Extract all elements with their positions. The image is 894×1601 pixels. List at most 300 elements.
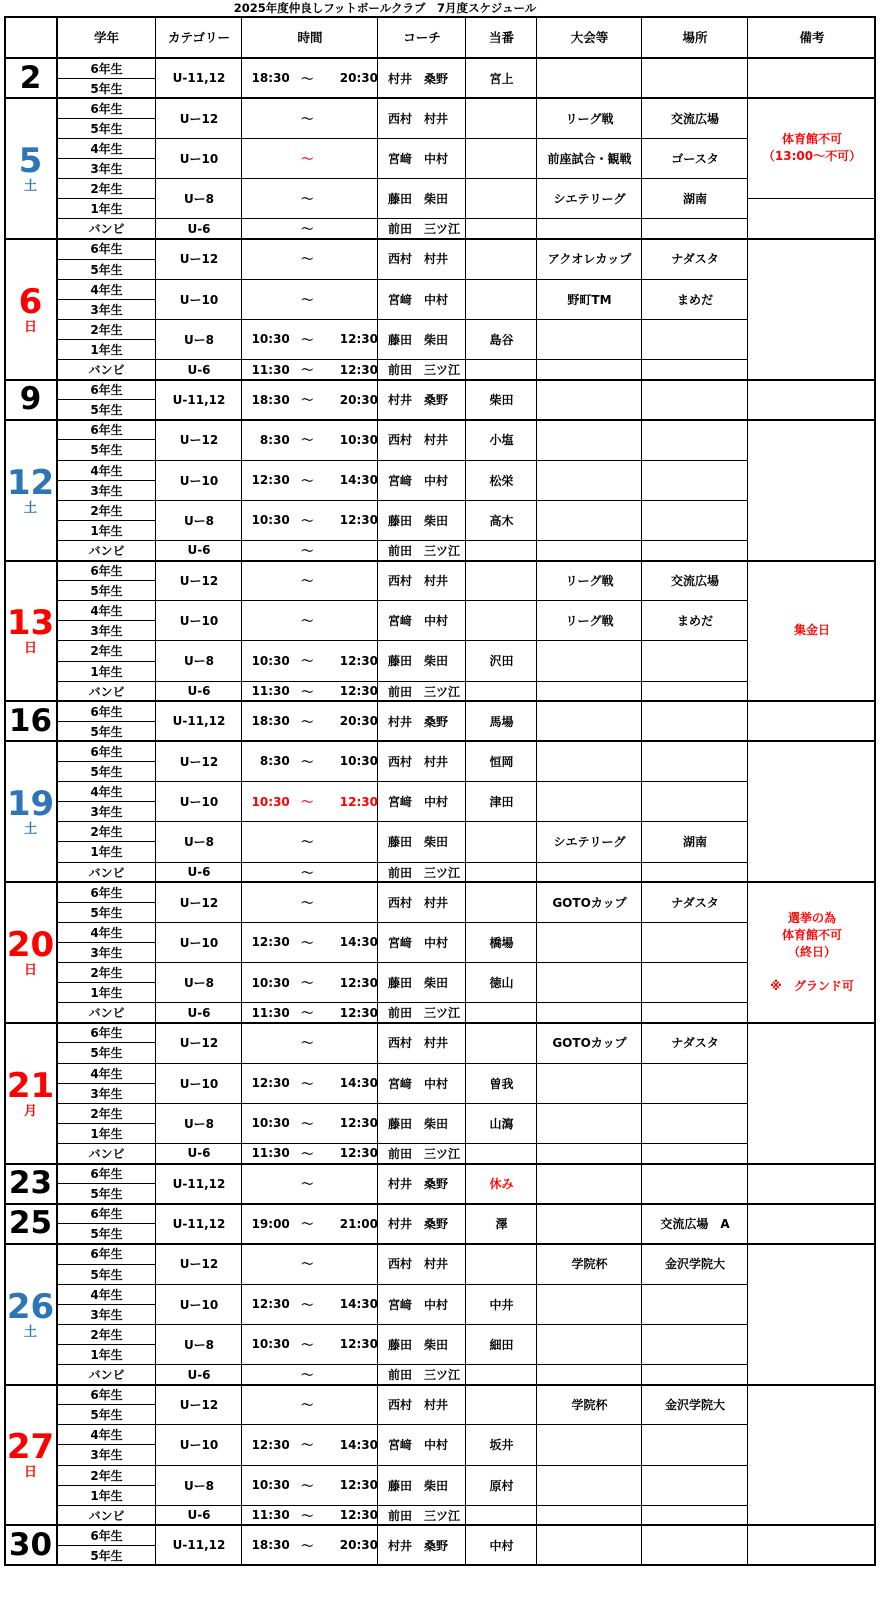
- time-separator: ～: [301, 1438, 314, 1453]
- coach-cell: 前田 三ツ江: [388, 1146, 461, 1161]
- grade-label: 4年生: [90, 925, 123, 940]
- grid-line: [156, 279, 748, 280]
- time-end: 14:30: [339, 473, 378, 488]
- category-cell: Uー8: [183, 332, 215, 347]
- grid-line: [156, 600, 748, 601]
- coach-cell: 村井 桑野: [388, 1538, 449, 1553]
- grade-label: 3年生: [90, 302, 123, 317]
- grid-line: [57, 158, 156, 159]
- time-start: 8:30: [259, 754, 290, 769]
- time-separator: ～: [301, 1478, 314, 1493]
- grid-line: [57, 761, 156, 762]
- time-separator: ～: [301, 363, 314, 378]
- coach-cell: 藤田 柴田: [388, 513, 449, 528]
- grade-label: 6年生: [90, 1388, 123, 1403]
- grid-line: [57, 1344, 156, 1345]
- event-cell: [537, 1365, 642, 1385]
- time-start: 11:30: [251, 1508, 290, 1523]
- event-cell: [537, 1425, 642, 1465]
- category-cell: Uー12: [179, 574, 219, 589]
- grade-label: 2年生: [90, 322, 123, 337]
- grade-label: バンビ: [88, 363, 125, 378]
- time-start: 12:30: [251, 1437, 290, 1452]
- grade-label: 4年生: [90, 604, 123, 619]
- time-cell: [242, 1505, 378, 1525]
- grid-line: [57, 801, 156, 802]
- grade-label: 5年生: [90, 403, 123, 418]
- event-cell: リーグ戦: [565, 614, 614, 629]
- duty-cell: 小塩: [489, 433, 514, 448]
- duty-cell: 島谷: [489, 332, 514, 347]
- category-cell: U-6: [187, 865, 211, 880]
- grade-label: 4年生: [90, 141, 123, 156]
- time-end: 12:30: [339, 332, 378, 347]
- page-title: 2025年度仲良しフットボールクラブ 7月度スケジュール: [233, 1, 537, 15]
- grid-line: [57, 1545, 156, 1546]
- grid-line: [156, 681, 748, 682]
- duty-cell: 休み: [489, 1177, 514, 1192]
- day-of-week: 土: [23, 179, 37, 195]
- event-cell: [537, 963, 642, 1003]
- grade-label: 2年生: [90, 644, 123, 659]
- grade-label: 6年生: [90, 704, 123, 719]
- time-separator: ～: [301, 835, 314, 850]
- grid-line: [4, 238, 876, 240]
- category-cell: U-6: [187, 1367, 211, 1382]
- grade-label: 5年生: [90, 262, 123, 277]
- grid-line: [57, 1264, 156, 1265]
- day-of-week: 日: [23, 641, 37, 657]
- time-cell: [242, 138, 378, 178]
- place-cell: [642, 1525, 748, 1565]
- grid-line: [4, 1384, 876, 1386]
- grid-line: [57, 178, 156, 179]
- place-cell: [642, 862, 748, 882]
- grid-line: [57, 78, 156, 79]
- time-cell: [242, 1385, 378, 1425]
- grid-line: [57, 138, 156, 139]
- category-cell: Uー8: [183, 976, 215, 991]
- grade-label: バンビ: [88, 865, 125, 880]
- duty-cell: [466, 1365, 537, 1385]
- event-cell: [537, 741, 642, 781]
- time-end: 14:30: [339, 1297, 378, 1312]
- category-cell: U-6: [187, 543, 211, 558]
- grid-line: [57, 1042, 156, 1043]
- grid-line: [57, 1304, 156, 1305]
- place-cell: [642, 540, 748, 560]
- time-start: 19:00: [251, 1216, 290, 1231]
- coach-cell: 村井 桑野: [388, 714, 449, 729]
- place-cell: [642, 681, 748, 701]
- category-cell: Uー12: [179, 1398, 219, 1413]
- day-number: 26: [6, 1286, 55, 1327]
- grade-label: 6年生: [90, 383, 123, 398]
- note-cell: [748, 420, 876, 561]
- grid-line: [4, 419, 876, 421]
- time-separator: ～: [301, 1006, 314, 1021]
- time-cell: [242, 58, 378, 98]
- time-cell: [242, 1103, 378, 1143]
- grid-line: [57, 721, 156, 722]
- time-cell: [242, 601, 378, 641]
- coach-cell: 前田 三ツ江: [388, 222, 461, 237]
- place-cell: [642, 319, 748, 359]
- coach-cell: 宮﨑 中村: [388, 1297, 449, 1312]
- grade-label: 4年生: [90, 282, 123, 297]
- grid-line: [57, 1404, 156, 1405]
- place-cell: [642, 380, 748, 420]
- category-cell: Uー10: [179, 1076, 219, 1091]
- grade-label: 1年生: [90, 1126, 123, 1141]
- grade-label: 1年生: [90, 1347, 123, 1362]
- grade-label: 2年生: [90, 1468, 123, 1483]
- place-cell: [642, 782, 748, 822]
- category-cell: U-11,12: [172, 71, 226, 86]
- place-cell: 金沢学院大: [664, 1257, 725, 1272]
- grid-line: [57, 1103, 156, 1104]
- coach-cell: 西村 村井: [388, 111, 449, 126]
- grid-line: [57, 279, 156, 280]
- grade-label: バンビ: [88, 543, 125, 558]
- duty-cell: [466, 138, 537, 178]
- duty-cell: 柴田: [489, 393, 514, 408]
- day-number: 9: [19, 381, 42, 418]
- duty-cell: [466, 239, 537, 279]
- grade-label: バンビ: [88, 1508, 125, 1523]
- day-cell: [4, 58, 57, 98]
- grade-label: バンビ: [88, 1006, 125, 1021]
- day-cell: [4, 239, 57, 380]
- coach-cell: 藤田 柴田: [388, 1337, 449, 1352]
- time-end: 12:30: [339, 1508, 378, 1523]
- grade-label: 4年生: [90, 1428, 123, 1443]
- note-cell: [748, 1164, 876, 1204]
- time-separator: ～: [301, 1508, 314, 1523]
- header-note: 備考: [799, 30, 825, 45]
- time-start: 11:30: [251, 1005, 290, 1020]
- time-separator: ～: [301, 795, 314, 810]
- time-cell: [242, 500, 378, 540]
- coach-cell: 西村 村井: [388, 895, 449, 910]
- duty-cell: [466, 561, 537, 601]
- place-cell: 湖南: [682, 835, 707, 850]
- time-end: 12:30: [339, 1116, 378, 1131]
- event-cell: [537, 1063, 642, 1103]
- event-cell: [537, 782, 642, 822]
- duty-cell: [466, 862, 537, 882]
- day-number: 5: [18, 141, 43, 182]
- grade-label: 6年生: [90, 61, 123, 76]
- time-cell: [242, 380, 378, 420]
- time-cell: [242, 1023, 378, 1063]
- grid-line: [156, 460, 748, 461]
- time-separator: ～: [301, 1337, 314, 1352]
- grade-label: 5年生: [90, 1227, 123, 1242]
- note-cell: [748, 1244, 876, 1385]
- time-end: 10:30: [339, 754, 378, 769]
- day-of-week: 土: [23, 822, 37, 838]
- time-separator: ～: [301, 393, 314, 408]
- grid-line: [156, 138, 748, 139]
- coach-cell: 宮﨑 中村: [388, 1438, 449, 1453]
- grid-line: [57, 902, 156, 903]
- grid-line: [4, 881, 876, 883]
- place-cell: [642, 963, 748, 1003]
- grid-line: [57, 198, 156, 199]
- time-cell: [242, 782, 378, 822]
- grade-label: 2年生: [90, 966, 123, 981]
- event-cell: [537, 420, 642, 460]
- day-cell: [4, 420, 57, 561]
- event-cell: [537, 1324, 642, 1364]
- grid-line: [57, 1465, 156, 1466]
- place-cell: まめだ: [676, 292, 713, 307]
- event-cell: 学院杯: [571, 1257, 608, 1272]
- grade-label: 5年生: [90, 1187, 123, 1202]
- grid-line: [57, 1183, 156, 1184]
- grid-line: [4, 379, 876, 381]
- header-event: 大会等: [570, 30, 609, 45]
- grid-line: [156, 1284, 748, 1285]
- grid-line: [57, 580, 156, 581]
- grid-line: [57, 218, 156, 219]
- time-end: 12:30: [339, 1005, 378, 1020]
- time-cell: [242, 1143, 378, 1163]
- grid-line: [156, 319, 748, 320]
- grid-line: [748, 198, 876, 199]
- day-number: 25: [8, 1205, 53, 1242]
- time-cell: [242, 360, 378, 380]
- duty-cell: 馬場: [489, 714, 514, 729]
- grid-line: [57, 640, 156, 641]
- duty-cell: 沢田: [489, 654, 514, 669]
- grade-label: 5年生: [90, 724, 123, 739]
- category-cell: U-11,12: [172, 1176, 226, 1191]
- header-time: 時間: [297, 30, 323, 45]
- time-cell: [242, 279, 378, 319]
- day-number: 2: [19, 59, 42, 96]
- header-category: カテゴリー: [167, 30, 230, 45]
- category-cell: Uー10: [179, 1297, 219, 1312]
- grid-line: [57, 661, 156, 662]
- time-cell: [242, 1465, 378, 1505]
- event-cell: [537, 460, 642, 500]
- grade-label: 1年生: [90, 986, 123, 1001]
- grade-label: 3年生: [90, 483, 123, 498]
- grid-line: [57, 1424, 156, 1425]
- place-cell: [642, 1164, 748, 1204]
- coach-cell: 藤田 柴田: [388, 192, 449, 207]
- category-cell: Uー8: [183, 654, 215, 669]
- duty-cell: 恒岡: [489, 754, 514, 769]
- category-cell: Uー12: [179, 111, 219, 126]
- coach-cell: 村井 桑野: [388, 1217, 449, 1232]
- day-cell: [4, 701, 57, 741]
- category-cell: Uー10: [179, 1438, 219, 1453]
- duty-cell: [466, 219, 537, 239]
- time-separator: ～: [301, 574, 314, 589]
- grid-line: [57, 480, 156, 481]
- place-cell: [642, 922, 748, 962]
- time-end: 14:30: [339, 1437, 378, 1452]
- duty-cell: 坂井: [489, 1438, 514, 1453]
- grid-line: [156, 359, 748, 360]
- day-number: 27: [6, 1427, 55, 1468]
- event-cell: リーグ戦: [565, 574, 614, 589]
- day-cell: [4, 561, 57, 702]
- grid-line: [156, 922, 748, 923]
- grade-label: 6年生: [90, 242, 123, 257]
- grade-label: 5年生: [90, 121, 123, 136]
- time-cell: [242, 1324, 378, 1364]
- day-number: 19: [6, 784, 55, 825]
- time-start: 10:30: [251, 794, 290, 809]
- time-separator: ～: [301, 192, 314, 207]
- time-start: 10:30: [251, 332, 290, 347]
- place-cell: [642, 1284, 748, 1324]
- event-cell: GOTOカップ: [552, 1036, 627, 1051]
- grade-label: 3年生: [90, 805, 123, 820]
- day-cell: [4, 1244, 57, 1385]
- duty-cell: [466, 1505, 537, 1525]
- grade-label: バンビ: [88, 684, 125, 699]
- place-cell: [642, 460, 748, 500]
- coach-cell: 藤田 柴田: [388, 1116, 449, 1131]
- event-cell: [537, 701, 642, 741]
- day-number: 16: [8, 702, 53, 739]
- grid-line: [156, 178, 748, 179]
- grid-line: [57, 821, 156, 822]
- grid-line: [156, 540, 748, 541]
- header-place: 場所: [682, 30, 708, 45]
- time-cell: [242, 319, 378, 359]
- grid-line: [156, 1002, 748, 1003]
- grade-label: 5年生: [90, 1267, 123, 1282]
- place-cell: [642, 500, 748, 540]
- day-number: 13: [6, 603, 55, 644]
- time-separator: ～: [301, 1368, 314, 1383]
- day-of-week: 土: [23, 1324, 37, 1340]
- note-cell: 選挙の為 体育館不可 （終日） ※ グランド可: [770, 910, 854, 993]
- grid-line: [57, 1324, 156, 1325]
- grid-line: [4, 1022, 876, 1024]
- grade-label: 6年生: [90, 885, 123, 900]
- day-cell: [4, 741, 57, 882]
- event-cell: 前座試合・観戦: [547, 151, 632, 166]
- grid-line: [57, 681, 156, 682]
- grid-line: [57, 1444, 156, 1445]
- grid-line: [57, 319, 156, 320]
- time-separator: ～: [301, 976, 314, 991]
- grade-label: 4年生: [90, 1066, 123, 1081]
- place-cell: 金沢学院大: [664, 1398, 725, 1413]
- category-cell: U-6: [187, 1005, 211, 1020]
- grid-line: [57, 600, 156, 601]
- grid-line: [4, 1163, 876, 1165]
- grid-line: [57, 1485, 156, 1486]
- event-cell: [537, 500, 642, 540]
- category-cell: U-6: [187, 221, 211, 236]
- grade-label: 6年生: [90, 423, 123, 438]
- place-cell: [642, 58, 748, 98]
- duty-cell: 津田: [489, 795, 514, 810]
- time-end: 12:30: [339, 1146, 378, 1161]
- duty-cell: [466, 1023, 537, 1063]
- duty-cell: 橋場: [489, 935, 514, 950]
- grid-line: [156, 781, 748, 782]
- grade-label: 2年生: [90, 1327, 123, 1342]
- event-cell: リーグ戦: [565, 111, 614, 126]
- category-cell: Uー8: [183, 835, 215, 850]
- grade-label: 3年生: [90, 1086, 123, 1101]
- time-cell: [242, 1284, 378, 1324]
- note-cell: [748, 239, 876, 380]
- duty-cell: 山瀉: [489, 1116, 514, 1131]
- place-cell: [642, 360, 748, 380]
- grid-line: [57, 399, 156, 400]
- grade-label: 1年生: [90, 1488, 123, 1503]
- grade-label: 6年生: [90, 101, 123, 116]
- grid-line: [57, 118, 156, 119]
- grid-line: [57, 781, 156, 782]
- duty-cell: [466, 540, 537, 560]
- grid-line: [57, 259, 156, 260]
- time-start: 12:30: [251, 1076, 290, 1091]
- time-start: 18:30: [251, 1538, 290, 1553]
- category-cell: U-6: [187, 684, 211, 699]
- category-cell: Uー8: [183, 1116, 215, 1131]
- time-separator: ～: [301, 292, 314, 307]
- coach-cell: 西村 村井: [388, 574, 449, 589]
- place-cell: 交流広場: [670, 111, 719, 126]
- time-cell: [242, 219, 378, 239]
- grade-label: 5年生: [90, 1548, 123, 1563]
- category-cell: U-6: [187, 1508, 211, 1523]
- day-of-week: 土: [23, 500, 37, 516]
- note-cell: [748, 1525, 876, 1565]
- coach-cell: 宮﨑 中村: [388, 473, 449, 488]
- coach-cell: 前田 三ツ江: [388, 1508, 461, 1523]
- time-cell: [242, 741, 378, 781]
- day-of-week: 日: [23, 1465, 37, 1481]
- grid-line: [57, 1505, 156, 1506]
- time-separator: ～: [301, 222, 314, 237]
- event-cell: [537, 319, 642, 359]
- note-cell: [748, 1204, 876, 1244]
- grid-line: [4, 560, 876, 562]
- grid-line: [156, 1364, 748, 1365]
- duty-cell: [466, 1003, 537, 1023]
- time-start: 12:30: [251, 473, 290, 488]
- day-cell: [4, 1164, 57, 1204]
- place-cell: [642, 1365, 748, 1385]
- category-cell: U-11,12: [172, 714, 226, 729]
- time-separator: ～: [301, 1116, 314, 1131]
- time-start: 10:30: [251, 653, 290, 668]
- grid-line: [156, 218, 748, 219]
- coach-cell: 村井 桑野: [388, 71, 449, 86]
- day-cell: [4, 1385, 57, 1526]
- time-start: 12:30: [251, 935, 290, 950]
- place-cell: 交流広場 A: [660, 1217, 730, 1232]
- grid-line: [57, 1083, 156, 1084]
- time-end: 20:30: [339, 714, 378, 729]
- grid-line: [57, 942, 156, 943]
- time-cell: [242, 822, 378, 862]
- duty-cell: 原村: [489, 1478, 514, 1493]
- time-cell: [242, 179, 378, 219]
